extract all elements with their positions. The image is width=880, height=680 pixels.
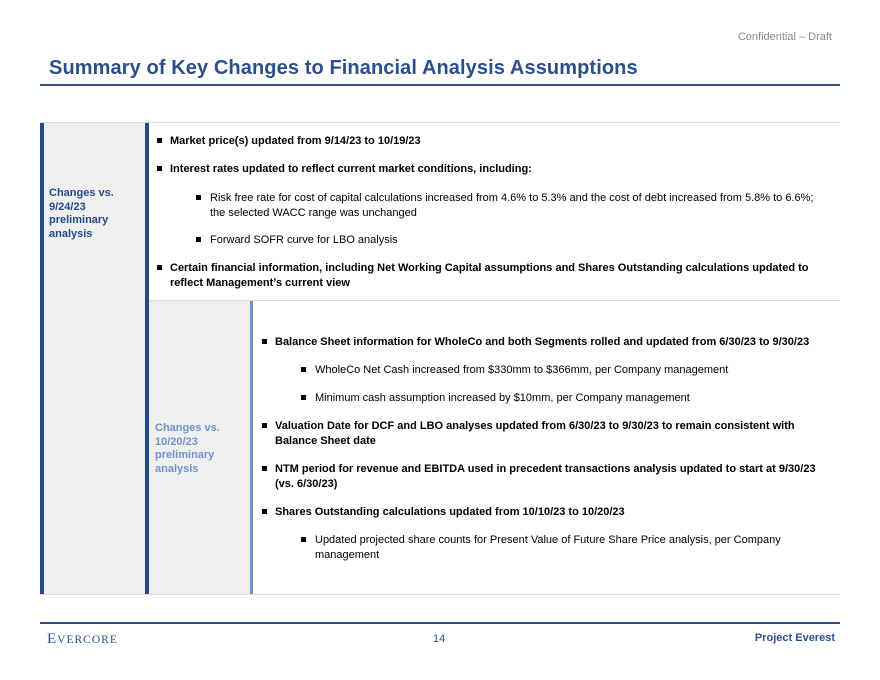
evercore-logo: EVERCORE — [47, 631, 118, 647]
section2-bullet-4: Shares Outstanding calculations updated from 10/10/23 to 10/20/23 — [275, 505, 830, 520]
section1-label: Changes vs. 9/24/23 preliminary analysis — [49, 187, 114, 240]
table-top-rule — [40, 122, 840, 123]
section1-subbullet-2: Forward SOFR curve for LBO analysis — [210, 233, 830, 248]
section2-subbullet-2: Minimum cash assumption increased by $10mm, per Company management — [315, 391, 830, 406]
project-name: Project Everest — [754, 632, 835, 644]
page-number: 14 — [433, 633, 446, 645]
section2-divider-bar — [250, 301, 253, 594]
section1-bullet-1: Market price(s) updated from 9/14/23 to 10/19/23 — [170, 134, 830, 149]
section1-subbullet-1: Risk free rate for cost of capital calculations increased from 4.6% to 5.3% and the cost of debt increased from 5.8% to 6.6%; the selected WACC range was unchanged — [210, 191, 830, 220]
section2-bullet-3: NTM period for revenue and EBITDA used in precedent transactions analysis updated to start at 9/30/23 (vs. 6/30/23) — [275, 462, 830, 491]
table-bottom-rule — [40, 594, 840, 595]
section2-subbullet-1: WholeCo Net Cash increased from $330mm to $366mm, per Company management — [315, 363, 830, 378]
section1-bullet-2: Interest rates updated to reflect current market conditions, including: — [170, 162, 830, 177]
section2-bullet-2: Valuation Date for DCF and LBO analyses updated from 6/30/23 to 9/30/23 to remain consistent with Balance Sheet date — [275, 419, 820, 448]
section2-label: Changes vs. 10/20/23 preliminary analysis — [155, 422, 220, 475]
section1-bullet-3: Certain financial information, including Net Working Capital assumptions and Shares Outstanding calculations updated to reflect Management’s current view — [170, 261, 830, 290]
footer-divider — [40, 622, 840, 624]
confidential-label: Confidential – Draft — [737, 31, 832, 43]
section2-bullet-1: Balance Sheet information for WholeCo and both Segments rolled and updated from 6/30/23 to 9/30/23 — [275, 335, 830, 350]
section2-subbullet-3: Updated projected share counts for Present Value of Future Share Price analysis, per Company management — [315, 533, 795, 562]
page-title: Summary of Key Changes to Financial Analysis Assumptions — [49, 57, 638, 79]
title-divider — [40, 84, 840, 86]
